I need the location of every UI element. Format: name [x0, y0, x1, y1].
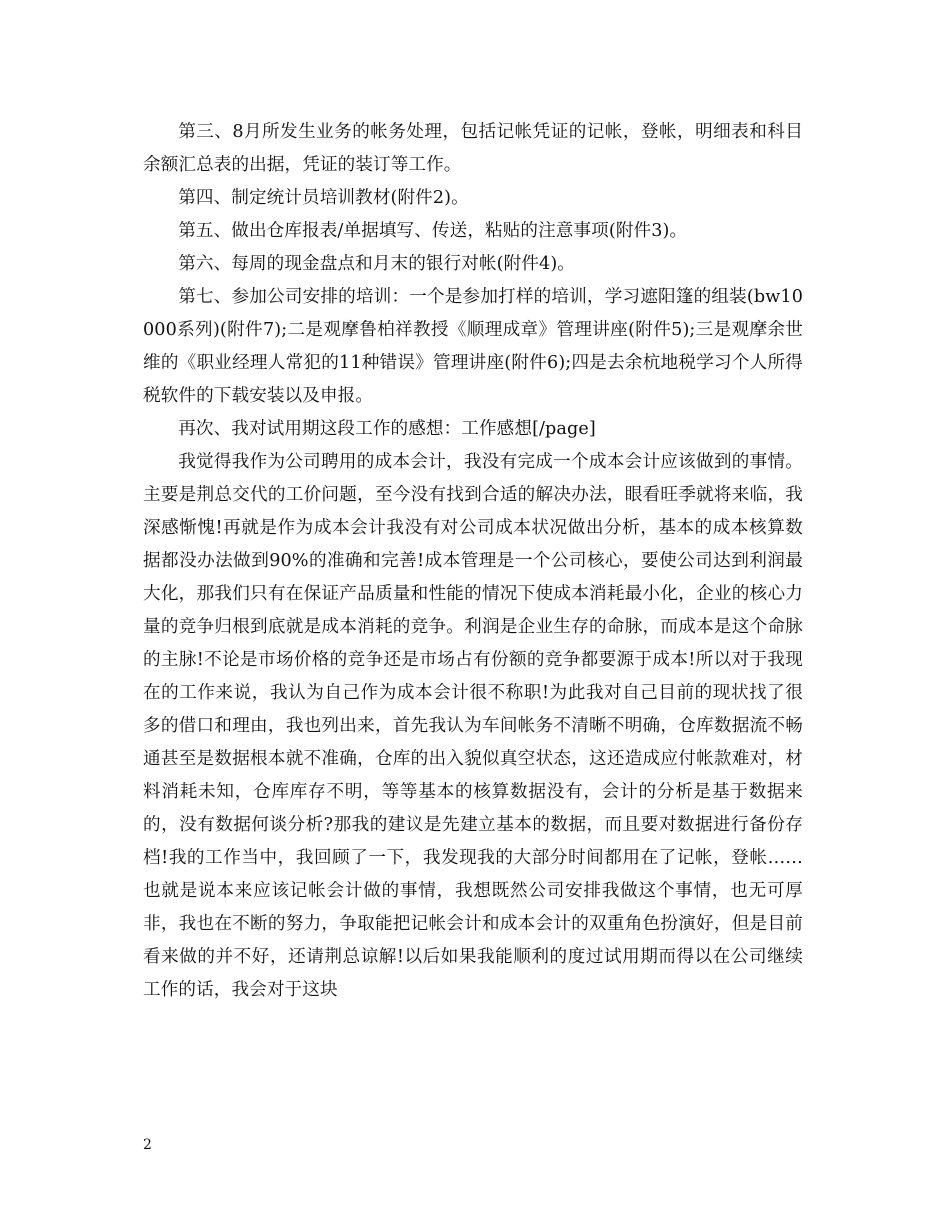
paragraph-item-4: 第四、制定统计员培训教材(附件2)。: [178, 188, 469, 208]
paragraph-item-7: 第七、参加公司安排的培训：一个是参加打样的培训，学习遮阳篷的组装(bw10000系列)(附件7);二是观摩鲁柏祥教授《顺理成章》管理讲座(附件5);三是观摩余世维的《职业经理人常犯的11种错误》管理讲座(附件6);四是去余杭地税学习个人所得税软件的下载安装以及申报。: [143, 287, 803, 406]
paragraph-item-6: 第六、每周的现金盘点和月末的银行对帐(附件4)。: [178, 254, 575, 274]
paragraph-reflection-body: 我觉得我作为公司聘用的成本会计，我没有完成一个成本会计应该做到的事情。主要是荆总交代的工价问题，至今没有找到合适的解决办法，眼看旺季就将来临，我深感惭愧!再就是作为成本会计我没有对公司成本状况做出分析，基本的成本核算数据都没办法做到90%的准确和完善!成本管理是一个公司核心，要使公司达到利润最大化，那我们只有在保证产品质量和性能的情况下使成本消耗最小化，企业的核心力量的竞争归根到底就是成本消耗的竞争。利润是企业生存的命脉，而成本是这个命脉的主脉!不论是市场价格的竞争还是市场占有份额的竞争都要源于成本!所以对于我现在的工作来说，我认为自己作为成本会计很不称职!为此我对自己目前的现状找了很多的借口和理由，我也列出来，首先我认为车间帐务不清晰不明确，仓库数据流不畅通甚至是数据根本就不准确，仓库的出入貌似真空状态，这还造成应付帐款难对，材料消耗未知，仓库库存不明，等等基本的核算数据没有，会计的分析是基于数据来的，没有数据何谈分析?那我的建议是先建立基本的数据，而且要对数据进行备份存档!我的工作当中，我回顾了一下，我发现我的大部分时间都用在了记帐，登帐……也就是说本来应该记帐会计做的事情，我想既然公司安排我做这个事情，也无可厚非，我也在不断的努力，争取能把记帐会计和成本会计的双重角色扮演好，但是目前看来做的并不好，还请荆总谅解!以后如果我能顺利的度过试用期而得以在公司继续工作的话，我会对于这块: [143, 452, 803, 1000]
paragraph-item-5: 第五、做出仓库报表/单据填写、传送，粘贴的注意事项(附件3)。: [178, 221, 688, 241]
document-body: [143, 116, 803, 1007]
paragraph-reflection-heading: 再次、我对试用期这段工作的感想：工作感想[/page]: [178, 419, 596, 439]
page-number: 2: [143, 1137, 152, 1153]
paragraph-item-3: 第三、8月所发生业务的帐务处理，包括记帐凭证的记帐，登帐，明细表和科目余额汇总表的出据，凭证的装订等工作。: [143, 122, 803, 175]
